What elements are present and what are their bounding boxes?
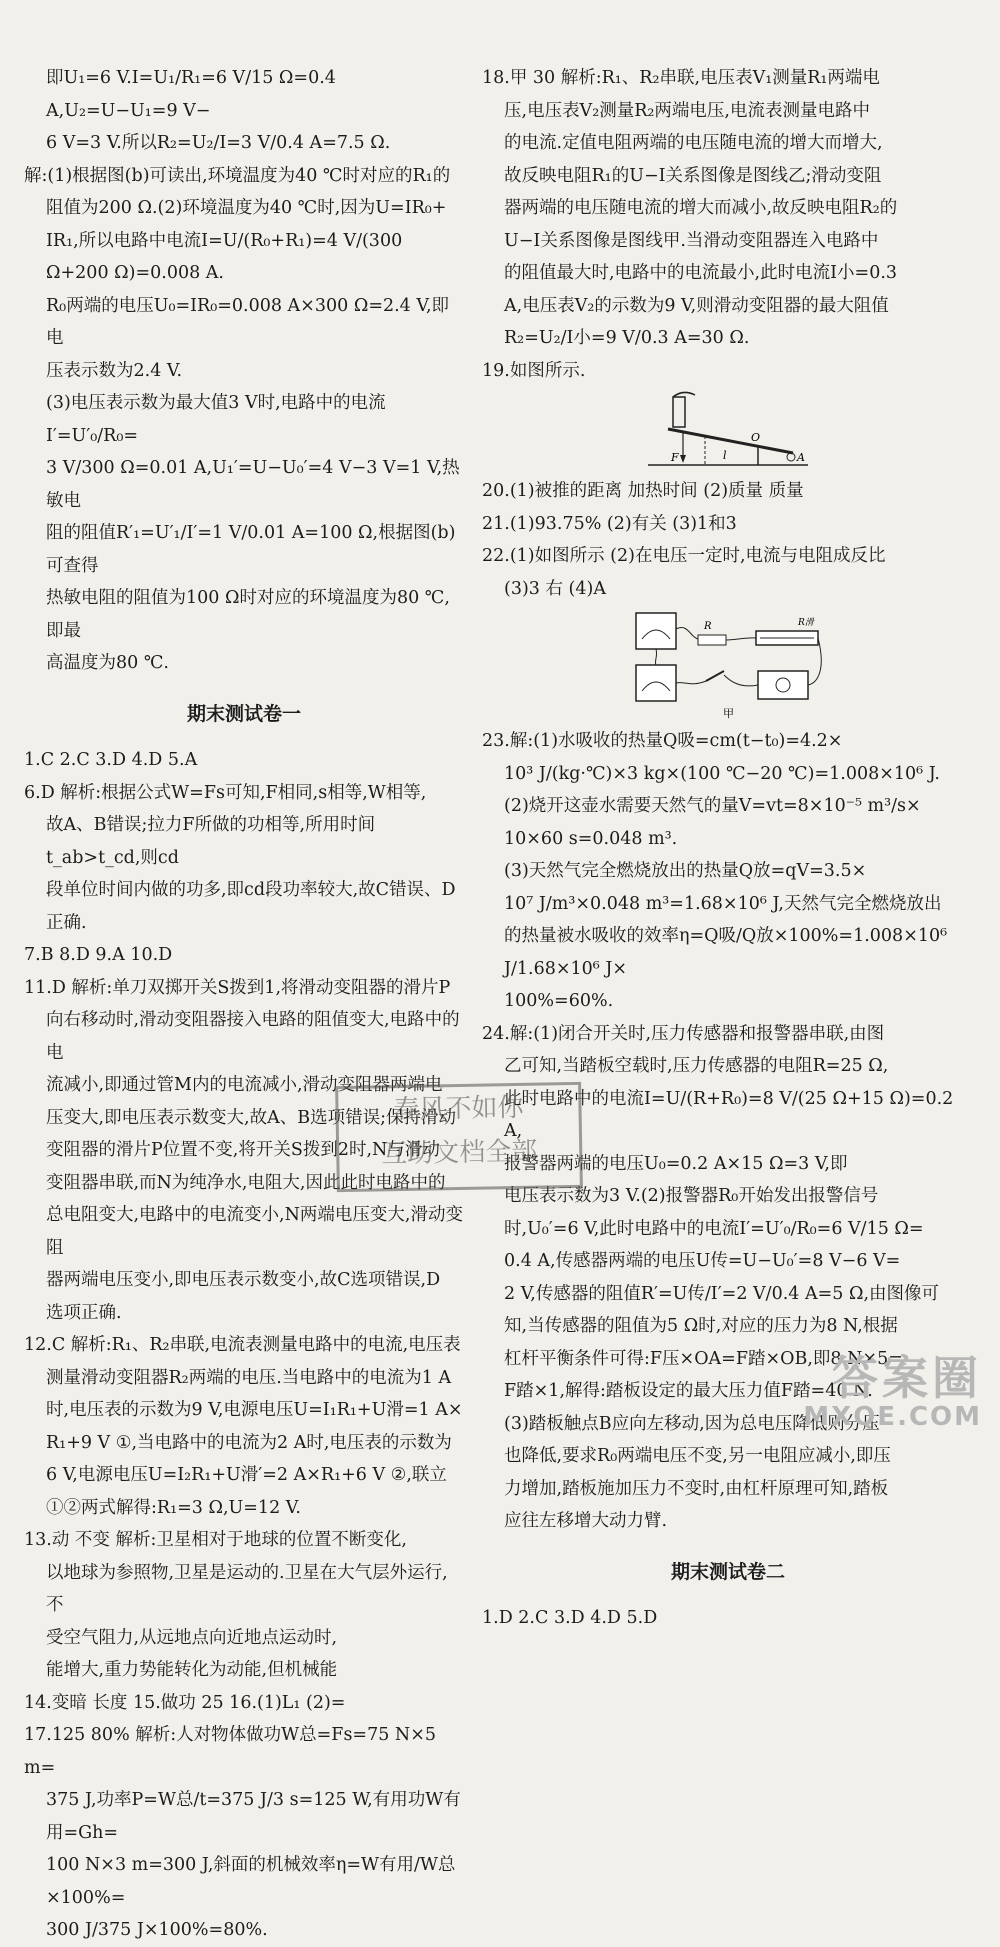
answer-23b-line: (3)天然气完全燃烧放出的热量Q放=qV=3.5× [504,861,867,881]
answer-23-line: IR₁,所以电路中电流I=U/(R₀+R₁)=4 V/(300 Ω+200 Ω)=0.008 A. [46,230,403,283]
answer-23-line: 3 V/300 Ω=0.01 A,U₁′=U−U₀′=4 V−3 V=1 V,热敏电 [46,458,460,511]
answer-24-line: F踏×1,解得:踏板设定的最大压力值F踏=40 N. [504,1381,873,1401]
answer-11-line: 变阻器串联,而N为纯净水,电阻大,因此此时电路中的 [46,1172,446,1193]
answer-23-line: (3)电压表示数为最大值3 V时,电路中的电流I′=U′₀/R₀= [46,393,386,446]
label-r-slide: R滑 [798,618,814,628]
answer-18-line: 的电流.定值电阻两端的电压随电流的增大而增大, [504,133,883,153]
answer-24-line: 力增加,踏板施加压力不变时,由杠杆原理可知,踏板 [504,1478,889,1499]
answer-12-line: 测量滑动变阻器R₂两端的电压.当电路中的电流为1 A [46,1367,452,1388]
watermark-title: 答案圈 [832,1351,982,1405]
answer-24-line: 2 V,传感器的阻值R′=U传/I′=2 V/0.4 A=5 Ω,由图像可 [504,1283,940,1304]
answer-line: 1.D 2.C 3.D 4.D 5.D [482,1608,658,1628]
answer-18-line: A,电压表V₂的示数为9 V,则滑动变阻器的最大阻值 [504,295,889,316]
answer-11-line: 11.D 解析:单刀双掷开关S拨到1,将滑动变阻器的滑片P [24,977,451,998]
label-r: R [704,621,712,632]
answer-24-line: 乙可知,当踏板空载时,压力传感器的电阻R=25 Ω, [504,1056,889,1076]
answer-23-line: 阻值为200 Ω.(2)环境温度为40 ℃时,因为U=IR₀+ [46,198,447,218]
answer-11-line: 流减小,即通过管M内的电流减小,滑动变阻器两端电 [46,1075,443,1095]
section-title: 期末测试卷一 [186,702,301,725]
answer-24-line: 0.4 A,传感器两端的电压U传=U−U₀′=8 V−6 V= [504,1251,901,1271]
answer-line: 14.变暗 长度 15.做功 25 16.(1)L₁ (2)= [24,1692,346,1713]
answer-23b-line: 10⁷ J/m³×0.048 m³=1.68×10⁶ J,天然气完全燃烧放出 [504,893,942,914]
answer-18-line: 18.甲 30 解析:R₁、R₂串联,电压表V₁测量R₁两端电 [482,68,880,88]
answer-24-line: 知,当传感器的阻值为5 Ω时,对应的压力为8 N,根据 [504,1316,898,1336]
answer-24-line: 此时电路中的电流I=U/(R+R₀)=8 V/(25 Ω+15 Ω)=0.2 A, [504,1088,954,1141]
section-title: 期末测试卷二 [670,1560,785,1583]
answer-11-line: 向右移动时,滑动变阻器接入电路的阻值变大,电路中的电 [46,1010,460,1063]
answer-12-line: 6 V,电源电压U=I₂R₁+U滑′=2 A×R₁+6 V ②,联立 [46,1465,447,1485]
answer-18-line: R₂=U₂/I小=9 V/0.3 A=30 Ω. [504,328,750,348]
answer-11-line: 压变大,即电压表示数变大,故A、B选项错误;保持滑动 [46,1107,457,1128]
answer-17-line: 100 N×3 m=300 J,斜面的机械效率η=W有用/W总×100%= [46,1855,456,1908]
answer-23-line: 压表示数为2.4 V. [46,360,183,381]
answer-6-line: 故A、B错误;拉力F所做的功相等,所用时间t_ab>t_cd,则cd [46,815,376,868]
answer-23-line: 高温度为80 ℃. [46,653,169,673]
answer-23-line: 热敏电阻的阻值为100 Ω时对应的环境温度为80 ℃,即最 [46,588,450,641]
answer-22-line: 22.(1)如图所示 (2)在电压一定时,电流与电阻成反比 [482,546,886,566]
answer-18-line: 器两端的电压随电流的增大而减小,故反映电阻R₂的 [504,198,898,218]
answer-11-line: 器两端电压变小,即电压表示数变小,故C选项错误,D [46,1270,441,1290]
answer-6-line: 正确. [46,912,87,933]
label-o: O [751,431,761,444]
answer-24-line: 杠杆平衡条件可得:F压×OA=F踏×OB,即8 N×5= [504,1348,903,1369]
answer-line: 1.C 2.C 3.D 4.D 5.A [24,750,198,770]
answer-23b-line: (2)烧开这壶水需要天然气的量V=vt=8×10⁻⁵ m³/s× [504,796,921,816]
answer-12-line: R₁+9 V ①,当电路中的电流为2 A时,电压表的示数为 [46,1432,452,1453]
answer-17-line: 17.125 80% 解析:人对物体做功W总=Fs=75 N×5 m= [24,1725,437,1778]
answer-12-line: ①②两式解得:R₁=3 Ω,U=12 V. [46,1497,301,1518]
answer-23-line: 阻的阻值R′₁=U′₁/I′=1 V/0.01 A=100 Ω,根据图(b)可查得 [46,523,456,576]
answer-23b-line: 10³ J/(kg·℃)×3 kg×(100 ℃−20 ℃)=1.008×10⁶ J. [504,763,940,784]
label-a: A [797,451,805,464]
answer-23b-line: 10×60 s=0.048 m³. [504,828,678,849]
answer-6-line: 6.D 解析:根据公式W=Fs可知,F相同,s相等,W相等, [24,782,427,803]
answer-6-line: 段单位时间内做的功多,即cd段功率较大,故C错误、D [46,880,456,900]
answer-17-line: 300 J/375 J×100%=80%. [46,1920,268,1940]
lever-diagram [643,391,813,471]
answer-18-line: 故反映电阻R₁的U−I关系图像是图线乙;滑动变阻 [504,165,882,186]
answer-11-line: 总电阻变大,电路中的电流变小,N两端电压变大,滑动变阻 [46,1205,463,1258]
answer-21-line: 21.(1)93.75% (2)有关 (3)1和3 [482,513,737,534]
answer-24-line: 时,U₀′=6 V,此时电路中的电流I′=U′₀/R₀=6 V/15 Ω= [504,1218,924,1239]
answer-13-line: 13.动 不变 解析:卫星相对于地球的位置不断变化, [24,1530,407,1550]
stamp-line: 春风不如你 [393,1092,524,1126]
watermark-logo [803,1342,982,1432]
watermark-url: MXQE.COM [803,1402,982,1432]
answer-13-line: 以地球为参照物,卫星是运动的.卫星在大气层外运行,不 [46,1562,448,1615]
stamp-line: 互助文档全部 [381,1136,538,1170]
answer-18-line: 压,电压表V₂测量R₂两端电压,电流表测量电路中 [504,100,870,121]
answer-24-line: 也降低,要求R₀两端电压不变,另一电阻应减小,即压 [504,1446,891,1466]
answer-13-line: 能增大,重力势能转化为动能,但机械能 [46,1660,338,1680]
answer-24-line: 报警器两端的电压U₀=0.2 A×15 Ω=3 V,即 [504,1153,848,1174]
text-line: 即U₁=6 V.I=U₁/R₁=6 V/15 Ω=0.4 A,U₂=U−U₁=9 V− [46,68,336,121]
answer-12-line: 时,电压表的示数为9 V,电源电压U=I₁R₁+U滑=1 A× [46,1400,463,1420]
answer-24-line: (3)踏板触点B应向左移动,因为总电压降低则分压 [504,1413,880,1434]
answer-24-line: 应往左移增大动力臂. [504,1511,668,1531]
answer-22-line: (3)3 右 (4)A [504,578,606,599]
answer-17-line: 375 J,功率P=W总/t=375 J/3 s=125 W,有用功W有用=Gh= [46,1790,461,1843]
stamp [335,1082,583,1192]
label-f: F [671,451,679,464]
text-line: 6 V=3 V.所以R₂=U₂/I=3 V/0.4 A=7.5 Ω. [46,133,391,153]
answer-13-line: 受空气阻力,从远地点向近地点运动时, [46,1627,338,1648]
answer-23b-line: 23.解:(1)水吸收的热量Q吸=cm(t−t₀)=4.2× [482,731,843,751]
answer-23b-line: 的热量被水吸收的效率η=Q吸/Q放×100%=1.008×10⁶ J/1.68×10⁶ J× [504,926,948,979]
answer-11-line: 选项正确. [46,1302,122,1323]
label-l: l [723,449,727,462]
answer-12-line: 12.C 解析:R₁、R₂串联,电流表测量电路中的电流,电压表 [24,1335,461,1355]
circuit-diagram [628,609,828,721]
answer-23b-line: 100%=60%. [504,991,614,1011]
answer-18-line: 的阻值最大时,电路中的电流最小,此时电流I小=0.3 [504,263,898,283]
answer-23-line: R₀两端的电压U₀=IR₀=0.008 A×300 Ω=2.4 V,即电 [46,295,450,348]
left-column [24,62,464,1947]
answer-11-line: 变阻器的滑片P位置不变,将开关S拨到2时,N与滑动 [46,1140,440,1160]
answer-line: 7.B 8.D 9.A 10.D [24,945,173,965]
figure-caption: 甲 [723,707,734,720]
answer-23-line: 解:(1)根据图(b)可读出,环境温度为40 ℃时对应的R₁的 [24,165,451,186]
answer-20-line: 20.(1)被推的距离 加热时间 (2)质量 质量 [482,481,804,501]
answer-19-line: 19.如图所示. [482,360,586,381]
answer-18-line: U−I关系图像是图线甲.当滑动变阻器连入电路中 [504,230,879,251]
answer-24-line: 24.解:(1)闭合开关时,压力传感器和报警器串联,由图 [482,1023,885,1044]
answer-24-line: 电压表示数为3 V.(2)报警器R₀开始发出报警信号 [504,1186,879,1206]
